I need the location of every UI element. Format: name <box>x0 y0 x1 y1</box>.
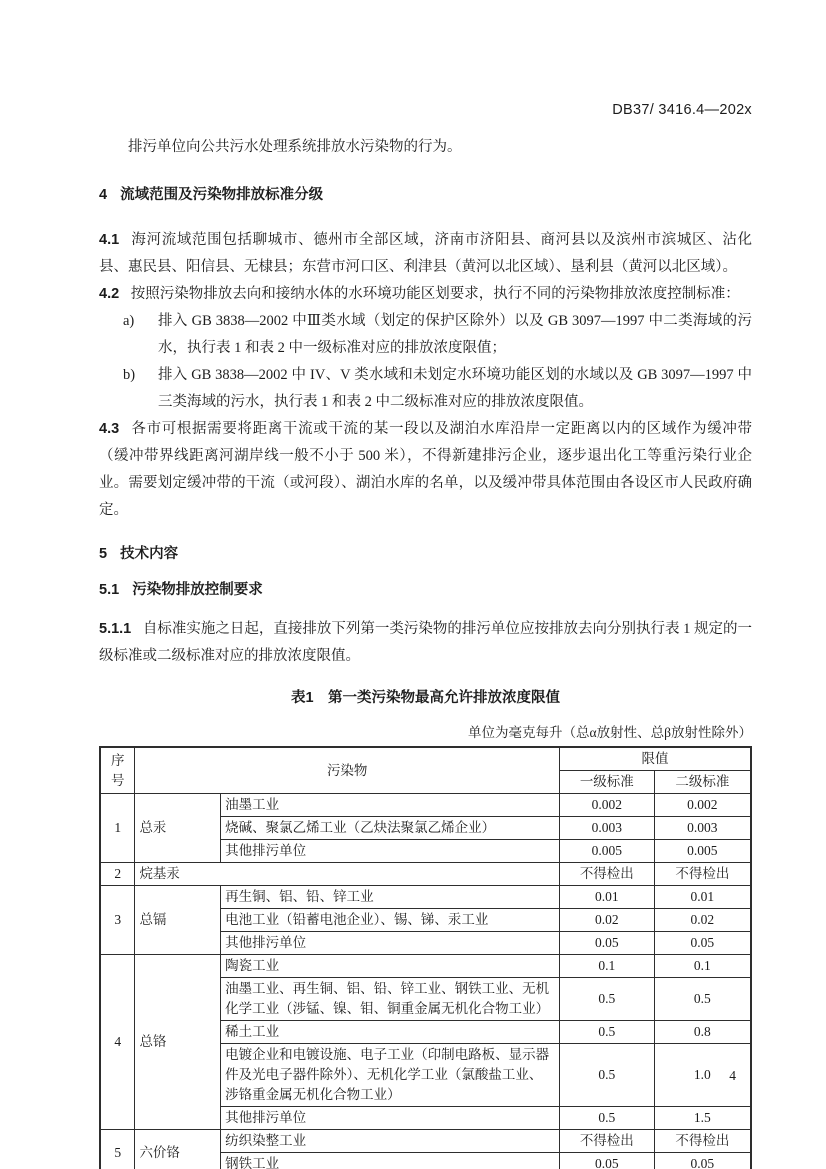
level2-value: 0.003 <box>654 817 751 840</box>
pollutant-name: 总汞 <box>135 794 221 863</box>
industry-cell: 纺织染整工业 <box>221 1130 560 1153</box>
header-limit: 限值 <box>559 747 751 771</box>
table-row <box>100 1130 751 1153</box>
pollutant-name: 六价铬 <box>135 1130 221 1169</box>
standard-code: DB37/ 3416.4—202x <box>612 102 752 118</box>
industry-cell: 烧碱、聚氯乙烯工业（乙炔法聚氯乙烯企业） <box>221 817 560 840</box>
group-no: 3 <box>100 886 135 955</box>
clause-4-2 <box>99 281 752 308</box>
intro-paragraph: 排污单位向公共污水处理系统排放水污染物的行为。 <box>128 139 462 155</box>
level2-value: 不得检出 <box>654 863 751 886</box>
list-item-a-text: 排入 GB 3838—2002 中Ⅲ类水域（划定的保护区除外）以及 GB 3097—1997 中二类海域的污水，执行表 1 和表 2 中一级标准对应的排放浓度限值； <box>158 313 752 356</box>
industry-cell: 油墨工业 <box>221 794 560 817</box>
table-1-caption-title: 第一类污染物最高允许排放浓度限值 <box>328 690 561 706</box>
industry-cell: 其他排污单位 <box>221 1107 560 1130</box>
level1-value: 0.5 <box>559 1107 654 1130</box>
level2-value: 0.5 <box>654 978 751 1021</box>
level1-value: 0.05 <box>559 1153 654 1169</box>
table-row <box>100 794 751 817</box>
industry-cell: 电池工业（铅蓄电池企业）、锡、锑、汞工业 <box>221 909 560 932</box>
level1-value: 0.02 <box>559 909 654 932</box>
table-row <box>100 886 751 909</box>
level2-value: 0.8 <box>654 1021 751 1044</box>
level2-value: 1.5 <box>654 1107 751 1130</box>
list-item-b <box>99 362 752 416</box>
list-item-b-label: b) <box>123 367 136 383</box>
page-content <box>99 102 752 1169</box>
level1-value: 不得检出 <box>559 1130 654 1153</box>
level2-value: 0.05 <box>654 932 751 955</box>
table-1 <box>99 746 752 1169</box>
industry-cell: 其他排污单位 <box>221 932 560 955</box>
table-1-caption-label: 表1 <box>290 690 314 706</box>
list-item-a <box>99 308 752 362</box>
pollutant-name: 总镉 <box>135 886 221 955</box>
level1-value: 0.01 <box>559 886 654 909</box>
page-number: 4 <box>729 1068 736 1083</box>
section-5-1-heading <box>99 580 752 600</box>
industry-cell: 稀土工业 <box>221 1021 560 1044</box>
level1-value: 0.5 <box>559 978 654 1021</box>
industry-cell: 再生铜、铝、铅、锌工业 <box>221 886 560 909</box>
group-no: 4 <box>100 955 135 1130</box>
level2-value: 不得检出 <box>654 1130 751 1153</box>
section-5-heading <box>99 544 752 564</box>
level1-value: 0.002 <box>559 794 654 817</box>
section-4-title: 流域范围及污染物排放标准分级 <box>120 187 324 203</box>
level1-value: 0.1 <box>559 955 654 978</box>
header-no: 序号 <box>100 747 135 794</box>
industry-cell: 油墨工业、再生铜、铝、铅、锌工业、钢铁工业、无机化学工业（涉锰、镍、钼、铜重金属无机化合物工业） <box>221 978 560 1021</box>
level1-value: 0.003 <box>559 817 654 840</box>
level1-value: 0.5 <box>559 1021 654 1044</box>
pollutant-name: 烷基汞 <box>135 863 560 886</box>
clause-4-1-number: 4.1 <box>99 232 120 248</box>
level2-value: 0.1 <box>654 955 751 978</box>
clause-4-3 <box>99 416 752 524</box>
section-5-1-title: 污染物排放控制要求 <box>132 582 263 598</box>
clause-4-2-text: 按照污染物排放去向和接纳水体的水环境功能区划要求，执行不同的污染物排放浓度控制标准： <box>130 286 740 302</box>
section-4-heading <box>99 185 752 205</box>
group-no: 2 <box>100 863 135 886</box>
section-5-title: 技术内容 <box>120 546 179 562</box>
clause-5-1-1-number: 5.1.1 <box>99 621 132 637</box>
level1-value: 0.005 <box>559 840 654 863</box>
table-row <box>100 955 751 978</box>
clause-4-1-text: 海河流域范围包括聊城市、德州市全部区域，济南市济阳县、商河县以及滨州市滨城区、沾化县、惠民县、阳信县、无棣县；东营市河口区、利津县（黄河以北区域）、垦利县（黄河以北区域）。 <box>99 232 752 275</box>
table-header-row-1 <box>100 747 751 771</box>
level2-value: 0.005 <box>654 840 751 863</box>
table-1-caption <box>99 686 752 707</box>
industry-cell: 陶瓷工业 <box>221 955 560 978</box>
list-item-b-text: 排入 GB 3838—2002 中 IV、V 类水域和未划定水环境功能区划的水域以及 GB 3097—1997 中三类海域的污水，执行表 1 和表 2 中二级标准对应的排放浓度限值。 <box>158 367 752 410</box>
clause-5-1-1-text: 自标准实施之日起，直接排放下列第一类污染物的排污单位应按排放去向分别执行表 1 规定的一级标准或二级标准对应的排放浓度限值。 <box>99 621 752 664</box>
table-1-unit-note: 单位为毫克每升（总α放射性、总β放射性除外） <box>468 725 752 740</box>
industry-cell: 电镀企业和电镀设施、电子工业（印制电路板、显示器件及光电子器件除外）、无机化学工业（氯酸盐工业、涉铬重金属无机化合物工业） <box>221 1044 560 1107</box>
clause-5-1-1 <box>99 616 752 670</box>
group-no: 5 <box>100 1130 135 1169</box>
clause-4-3-text: 各市可根据需要将距离干流或干流的某一段以及湖泊水库沿岸一定距离以内的区域作为缓冲带（缓冲带界线距离河湖岸线一般不小于 500 米），不得新建排污企业，逐步退出化工等重污染行业企业。需要划定缓冲带的干流（或河段）、湖泊水库的名单，以及缓冲带具体范围由各设区市人民政府确定。 <box>99 421 752 518</box>
industry-cell: 钢铁工业 <box>221 1153 560 1169</box>
level1-value: 0.5 <box>559 1044 654 1107</box>
header-pollutant: 污染物 <box>135 747 560 794</box>
level2-value: 0.05 <box>654 1153 751 1169</box>
clause-4-2-number: 4.2 <box>99 286 120 302</box>
list-item-a-label: a) <box>123 313 135 329</box>
table-row <box>100 863 751 886</box>
section-5-number: 5 <box>99 546 108 562</box>
level2-value: 0.01 <box>654 886 751 909</box>
level2-value: 0.002 <box>654 794 751 817</box>
clause-4-1 <box>99 227 752 281</box>
header-level1: 一级标准 <box>559 771 654 794</box>
pollutant-name: 总铬 <box>135 955 221 1130</box>
level2-value: 0.02 <box>654 909 751 932</box>
industry-cell: 其他排污单位 <box>221 840 560 863</box>
section-5-1-number: 5.1 <box>99 582 120 598</box>
group-no: 1 <box>100 794 135 863</box>
level1-value: 0.05 <box>559 932 654 955</box>
level1-value: 不得检出 <box>559 863 654 886</box>
clause-4-3-number: 4.3 <box>99 421 120 437</box>
level2-value: 1.0 <box>654 1044 751 1107</box>
header-level2: 二级标准 <box>654 771 751 794</box>
section-4-number: 4 <box>99 187 108 203</box>
